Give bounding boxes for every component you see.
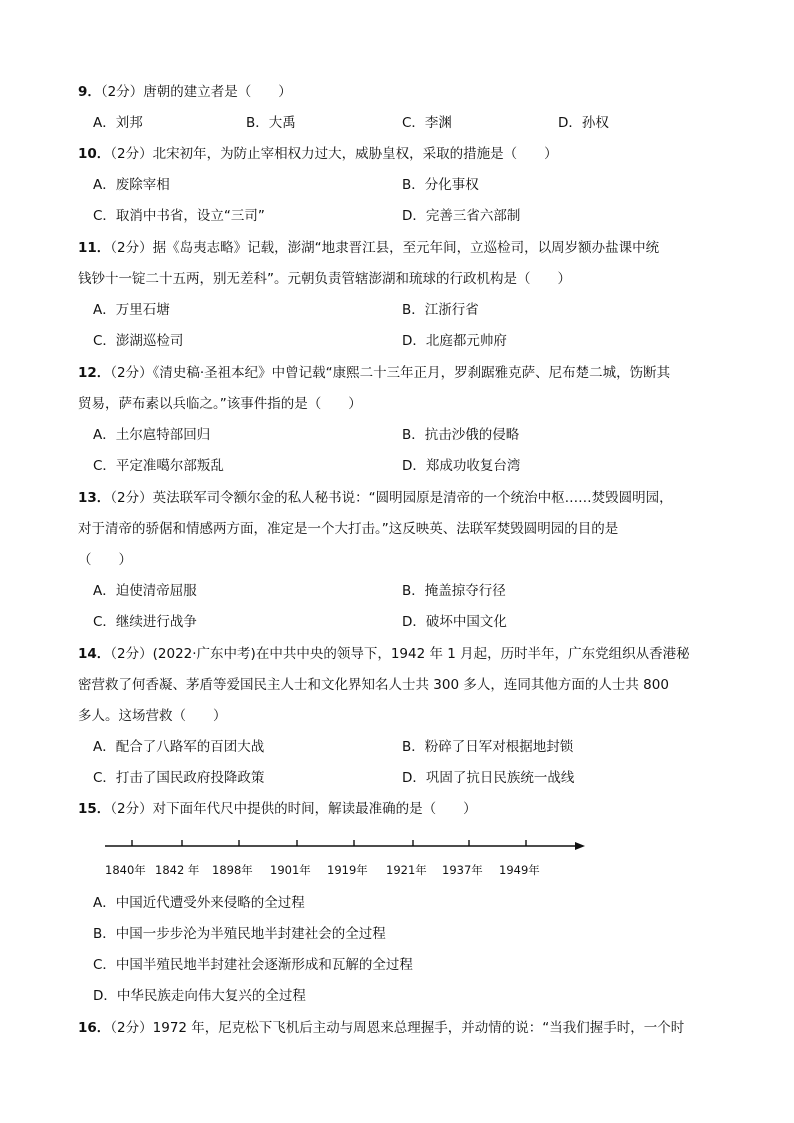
question-text: 《清史稿·圣祖本纪》中曾记载“康熙二十三年正月，罗刹踞雅克萨、尼布楚二城，饬断其 — [152, 365, 671, 381]
option-a[interactable]: A．配合了八路军的百团大战 — [93, 739, 265, 755]
option-a[interactable]: A．迫使清帝屈服 — [93, 583, 197, 599]
option-c[interactable]: C．平定准噶尔部叛乱 — [93, 458, 224, 474]
option-d[interactable]: D．孙权 — [558, 115, 609, 131]
option-c[interactable]: C．继续进行战争 — [93, 614, 197, 630]
question-text: 对下面年代尺中提供的时间，解读最准确的是（ ） — [152, 801, 477, 817]
question-9-stem — [78, 83, 292, 101]
question-16-stem — [78, 1019, 684, 1037]
question-text: 据《岛夷志略》记载，澎湖“地隶晋江县，至元年间，立巡检司，以周岁额办盐课中统 — [152, 240, 660, 256]
question-number: 13． — [78, 490, 111, 506]
question-number: 10． — [78, 146, 111, 162]
option-c[interactable]: C．中国半殖民地半封建社会逐渐形成和瓦解的全过程 — [93, 957, 413, 973]
option-a[interactable]: A．万里石塘 — [93, 302, 170, 318]
question-12-stem — [78, 364, 670, 382]
option-b[interactable]: B．掩盖掠夺行径 — [402, 583, 506, 599]
question-score: （2分） — [110, 490, 153, 506]
option-b[interactable]: B．抗击沙俄的侵略 — [402, 427, 520, 443]
option-c[interactable]: C．取消中书省，设立“三司” — [93, 208, 265, 224]
question-number: 15． — [78, 801, 111, 817]
question-score: （2分） — [110, 240, 153, 256]
option-c[interactable]: C．打击了国民政府投降政策 — [93, 770, 265, 786]
timeline-year-label: 1840年 — [105, 863, 146, 877]
timeline-year-label: 1937年 — [442, 863, 483, 877]
timeline-year-label: 1842 年 — [155, 863, 200, 877]
timeline-year-label: 1919年 — [327, 863, 368, 877]
option-c[interactable]: C．李渊 — [402, 115, 452, 131]
option-a[interactable]: A．土尔扈特部回归 — [93, 427, 211, 443]
question-text: 唐朝的建立者是（ ） — [143, 84, 292, 100]
question-score: （2分） — [110, 646, 153, 662]
option-d[interactable]: D．北庭都元帅府 — [402, 333, 507, 349]
option-a[interactable]: A．中国近代遭受外来侵略的全过程 — [93, 895, 305, 911]
question-text-continued: 钱钞十一锭二十五两，别无差科”。元朝负责管辖澎湖和琉球的行政机构是（ ） — [78, 271, 571, 287]
question-14-stem — [78, 645, 690, 663]
question-number: 11． — [78, 240, 111, 256]
timeline-year-label: 1921年 — [386, 863, 427, 877]
question-text-continued: 对于清帝的骄倨和情感两方面，准定是一个大打击。”这反映英、法联军焚毁圆明园的目的是 — [78, 521, 619, 537]
question-score: （2分） — [110, 365, 153, 381]
option-d[interactable]: D．破坏中国文化 — [402, 614, 507, 630]
question-text: (2022·广东中考)在中共中央的领导下，1942 年 1 月起，历时半年，广东党组织从香港秘 — [152, 646, 690, 662]
question-number: 9． — [78, 84, 101, 100]
question-text-continued: 贸易，萨布素以兵临之。”该事件指的是（ ） — [78, 396, 362, 412]
option-c[interactable]: C．澎湖巡检司 — [93, 333, 184, 349]
question-13-stem — [78, 489, 673, 507]
option-d[interactable]: D．郑成功收复台湾 — [402, 458, 521, 474]
question-10-stem — [78, 145, 558, 163]
question-text: 1972 年，尼克松下飞机后主动与周恩来总理握手，并动情的说：“当我们握手时，一个时 — [152, 1020, 685, 1036]
question-score: （2分） — [100, 84, 144, 100]
option-b[interactable]: B．江浙行省 — [402, 302, 479, 318]
timeline-arrow-icon — [575, 842, 585, 850]
question-text: 北宋初年，为防止宰相权力过大，威胁皇权，采取的措施是（ ） — [152, 146, 558, 162]
question-score: （2分） — [110, 801, 153, 817]
option-b[interactable]: B．大禹 — [246, 115, 296, 131]
question-11-stem — [78, 239, 659, 257]
question-number: 12． — [78, 365, 111, 381]
question-text: 英法联军司令额尔金的私人秘书说：“圆明园原是清帝的一个统治中枢……焚毁圆明园， — [152, 490, 673, 506]
option-b[interactable]: B．粉碎了日军对根据地封锁 — [402, 739, 574, 755]
question-text-continued: （ ） — [78, 552, 132, 568]
question-15-stem — [78, 800, 477, 818]
timeline-year-label: 1949年 — [499, 863, 540, 877]
option-a[interactable]: A．刘邦 — [93, 115, 143, 131]
option-d[interactable]: D．巩固了抗日民族统一战线 — [402, 770, 575, 786]
option-d[interactable]: D．中华民族走向伟大复兴的全过程 — [93, 988, 306, 1004]
timeline-ruler — [0, 830, 794, 880]
question-score: （2分） — [110, 1020, 153, 1036]
question-number: 16． — [78, 1020, 111, 1036]
question-score: （2分） — [110, 146, 153, 162]
option-a[interactable]: A．废除宰相 — [93, 177, 170, 193]
question-text-continued: 多人。这场营救（ ） — [78, 708, 227, 724]
option-b[interactable]: B．分化事权 — [402, 177, 479, 193]
question-text-continued: 密营救了何香凝、茅盾等爱国民主人士和文化界知名人士共 300 多人，连同其他方面的人士共 800 — [78, 677, 669, 693]
option-b[interactable]: B．中国一步步沦为半殖民地半封建社会的全过程 — [93, 926, 386, 942]
timeline-year-label: 1901年 — [270, 863, 311, 877]
timeline-year-label: 1898年 — [212, 863, 253, 877]
question-number: 14． — [78, 646, 111, 662]
option-d[interactable]: D．完善三省六部制 — [402, 208, 521, 224]
